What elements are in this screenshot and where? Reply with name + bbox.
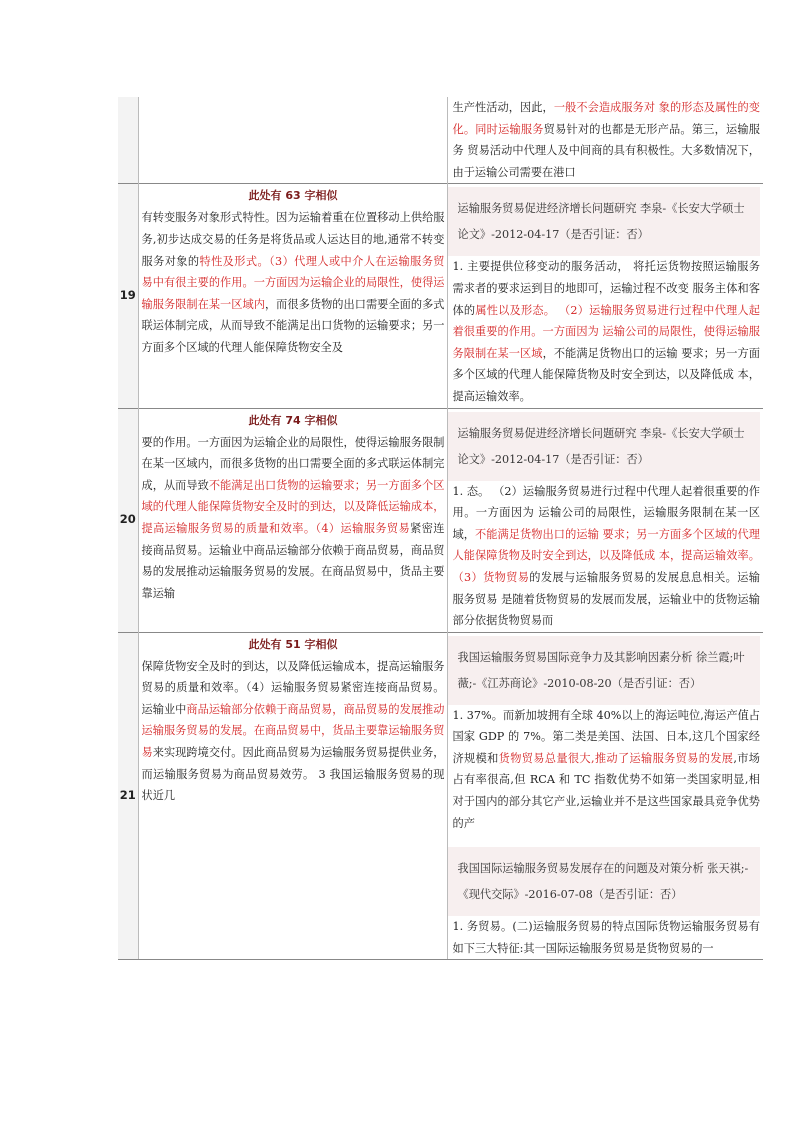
highlighted-text: 特性及形式。（3）代理人或中介人在运输服务贸易中有很主要的作用。一方面因为运输企业的局限性，使得运输服务限制在某一区域内 xyxy=(141,254,445,311)
source-match-cell xyxy=(447,184,763,408)
plain-text: 生产性活动，因此， xyxy=(452,101,554,114)
row-number: 20 xyxy=(118,408,138,632)
row-number: 21 xyxy=(118,632,138,960)
plain-text: ,市场占有率很高,但 RCA 和 TC 指数优势不如第一类国家明显,相对于国内的部分其它产业,运输业并不是这些国家最具竞争优势的产 xyxy=(452,751,760,830)
checked-text-cell xyxy=(138,408,447,632)
plain-text: ，而很多货物的出口需要全面的多式联运体制完成，从而导致不能满足出口货物的运输要求；另一方面多个区域的代理人能保障货物安全及 xyxy=(141,297,445,354)
plain-text: 1. 务贸易。(二)运输服务贸易的特点国际货物运输服务贸易有如下三大特征:其一国际运输服务贸易是货物贸易的一 xyxy=(452,920,760,955)
matched-source-text xyxy=(453,481,761,632)
matched-source-text xyxy=(453,256,761,407)
plain-text: 1. 37%。而新加坡拥有全球 40%以上的海运吨位,海运产值占国家 GDP 的 7%。第二类是美国、法国、日本,这几个国家经济规模和 xyxy=(452,708,760,765)
matched-source-text xyxy=(453,916,761,959)
source-citation: 运输服务贸易促进经济增长问题研究 李泉-《长安大学硕士论文》-2012-04-17（是否引证：否） xyxy=(448,187,761,256)
source-match-cell xyxy=(447,632,763,960)
source-match-cell xyxy=(447,408,763,632)
spacer xyxy=(453,834,761,844)
source-match-cell xyxy=(447,97,763,184)
highlighted-text: 商品运输部分依赖于商品贸易，商品贸易的发展推动运输服务贸易的发展。在商品贸易中，货品主要靠运输服务贸易 xyxy=(141,702,445,760)
matched-source-text xyxy=(453,705,761,835)
similarity-count-header: 此处有 74 字相似 xyxy=(248,413,338,427)
plain-text: 紧密连接商品贸易。运输业中商品运输部分依赖于商品贸易，商品贸易的发展推动运输服务贸易的发展。在商品贸易中，货品主要靠运输 xyxy=(141,521,445,600)
plain-text: 要的作用。一方面因为运输企业的局限性，使得运输服务限制在某一区域内，而很多货物的出口需要全面的多式联运体制完成，从而导致 xyxy=(141,435,445,492)
plain-text: 有转变服务对象形式特性。因为运输着重在位置移动上供给服务,初步达成交易的任务是将货品或人运达目的地,通常不转变服务对象的 xyxy=(141,211,445,268)
plain-text: 来实现跨境交付。因此商品贸易为运输服务贸易提供业务，而运输服务贸易为商品贸易效劳。 3 我国运输服务贸易的现状近几 xyxy=(141,746,445,803)
highlighted-text: 货物贸易总量很大,推动了运输服务贸易的发展 xyxy=(498,751,734,765)
plain-text: 1. 态。 （2）运输服务贸易进行过程中代理人起着很重要的作用。一方面因为 运输公司的局限性，运输服务限制在某一区域， xyxy=(452,484,760,541)
highlighted-text: 属性以及形态。 （2）运输服务贸易进行过程中代理人起着很重要的作用。一方面因为 运输公司的局限性，使得运输服务限制在某一区域 xyxy=(452,303,760,360)
similarity-count-header: 此处有 63 字相似 xyxy=(248,189,338,203)
plain-text: 的发展与运输服务贸易的发展息息相关。运输服务贸易 是随着货物贸易的发展而发展，运输业中的货物运输部分依据货物贸易而 xyxy=(452,570,760,628)
source-citation: 我国国际运输服务贸易发展存在的问题及对策分析 张天祺;-《现代交际》-2016-07-08（是否引证：否） xyxy=(448,847,761,916)
source-citation: 运输服务贸易促进经济增长问题研究 李泉-《长安大学硕士论文》-2012-04-17（是否引证：否） xyxy=(448,412,761,481)
checked-text-cell xyxy=(138,632,447,960)
table-row xyxy=(118,408,763,632)
comparison-table xyxy=(118,97,763,960)
table-row xyxy=(118,97,763,184)
highlighted-text: 不能满足货物出口的运输 要求；另一方面多个区域的代理人能保障货物及时安全到达，以及降低成 本，提高运输效率。 （3）货物贸易 xyxy=(452,527,760,584)
checked-paragraph xyxy=(142,656,445,807)
plain-text: 1. 主要提供位移变动的服务活动， 将托运货物按照运输服务需求者的要求运到目的地即可，运输过程不改变 服务主体和客体的 xyxy=(452,260,760,317)
similarity-count-header: 此处有 51 字相似 xyxy=(248,637,338,651)
checked-paragraph xyxy=(142,432,445,605)
similarity-report-table xyxy=(118,97,763,960)
table-row xyxy=(118,184,763,408)
matched-source-text xyxy=(453,97,761,183)
plain-text: ，不能满足货物出口的运输 要求；另一方面多个区域的代理人能保障货物及时安全到达，以及降低成 本，提高运输效率。 xyxy=(452,346,760,403)
row-number xyxy=(118,97,138,184)
plain-text: 保障货物安全及时的到达，以及降低运输成本，提高运输服务贸易的质量和效率。（4）运输服务贸易紧密连接商品贸易。运输业中 xyxy=(141,659,445,716)
highlighted-text: 不能满足出口货物的运输要求；另一方面多个区域的代理人能保障货物安全及时的到达，以及降低运输成本，提高运输服务贸易的质量和效率。（4）运输服务贸易 xyxy=(141,478,445,535)
source-citation: 我国运输服务贸易国际竞争力及其影响因素分析 徐兰霞;叶薇;-《江苏商论》-2010-08-20（是否引证：否） xyxy=(448,636,761,705)
checked-paragraph xyxy=(142,207,445,358)
checked-text-cell xyxy=(138,97,447,184)
table-row xyxy=(118,632,763,960)
plain-text: 贸易针对的也都是无形产品。第三，运输服务 贸易活动中代理人及中间商的具有积极性。大多数情况下，由于运输公司需要在港口 xyxy=(452,122,760,179)
checked-text-cell xyxy=(138,184,447,408)
row-number: 19 xyxy=(118,184,138,408)
highlighted-text: 一般不会造成服务对 象的形态及属性的变化。同时运输服务 xyxy=(452,101,760,136)
